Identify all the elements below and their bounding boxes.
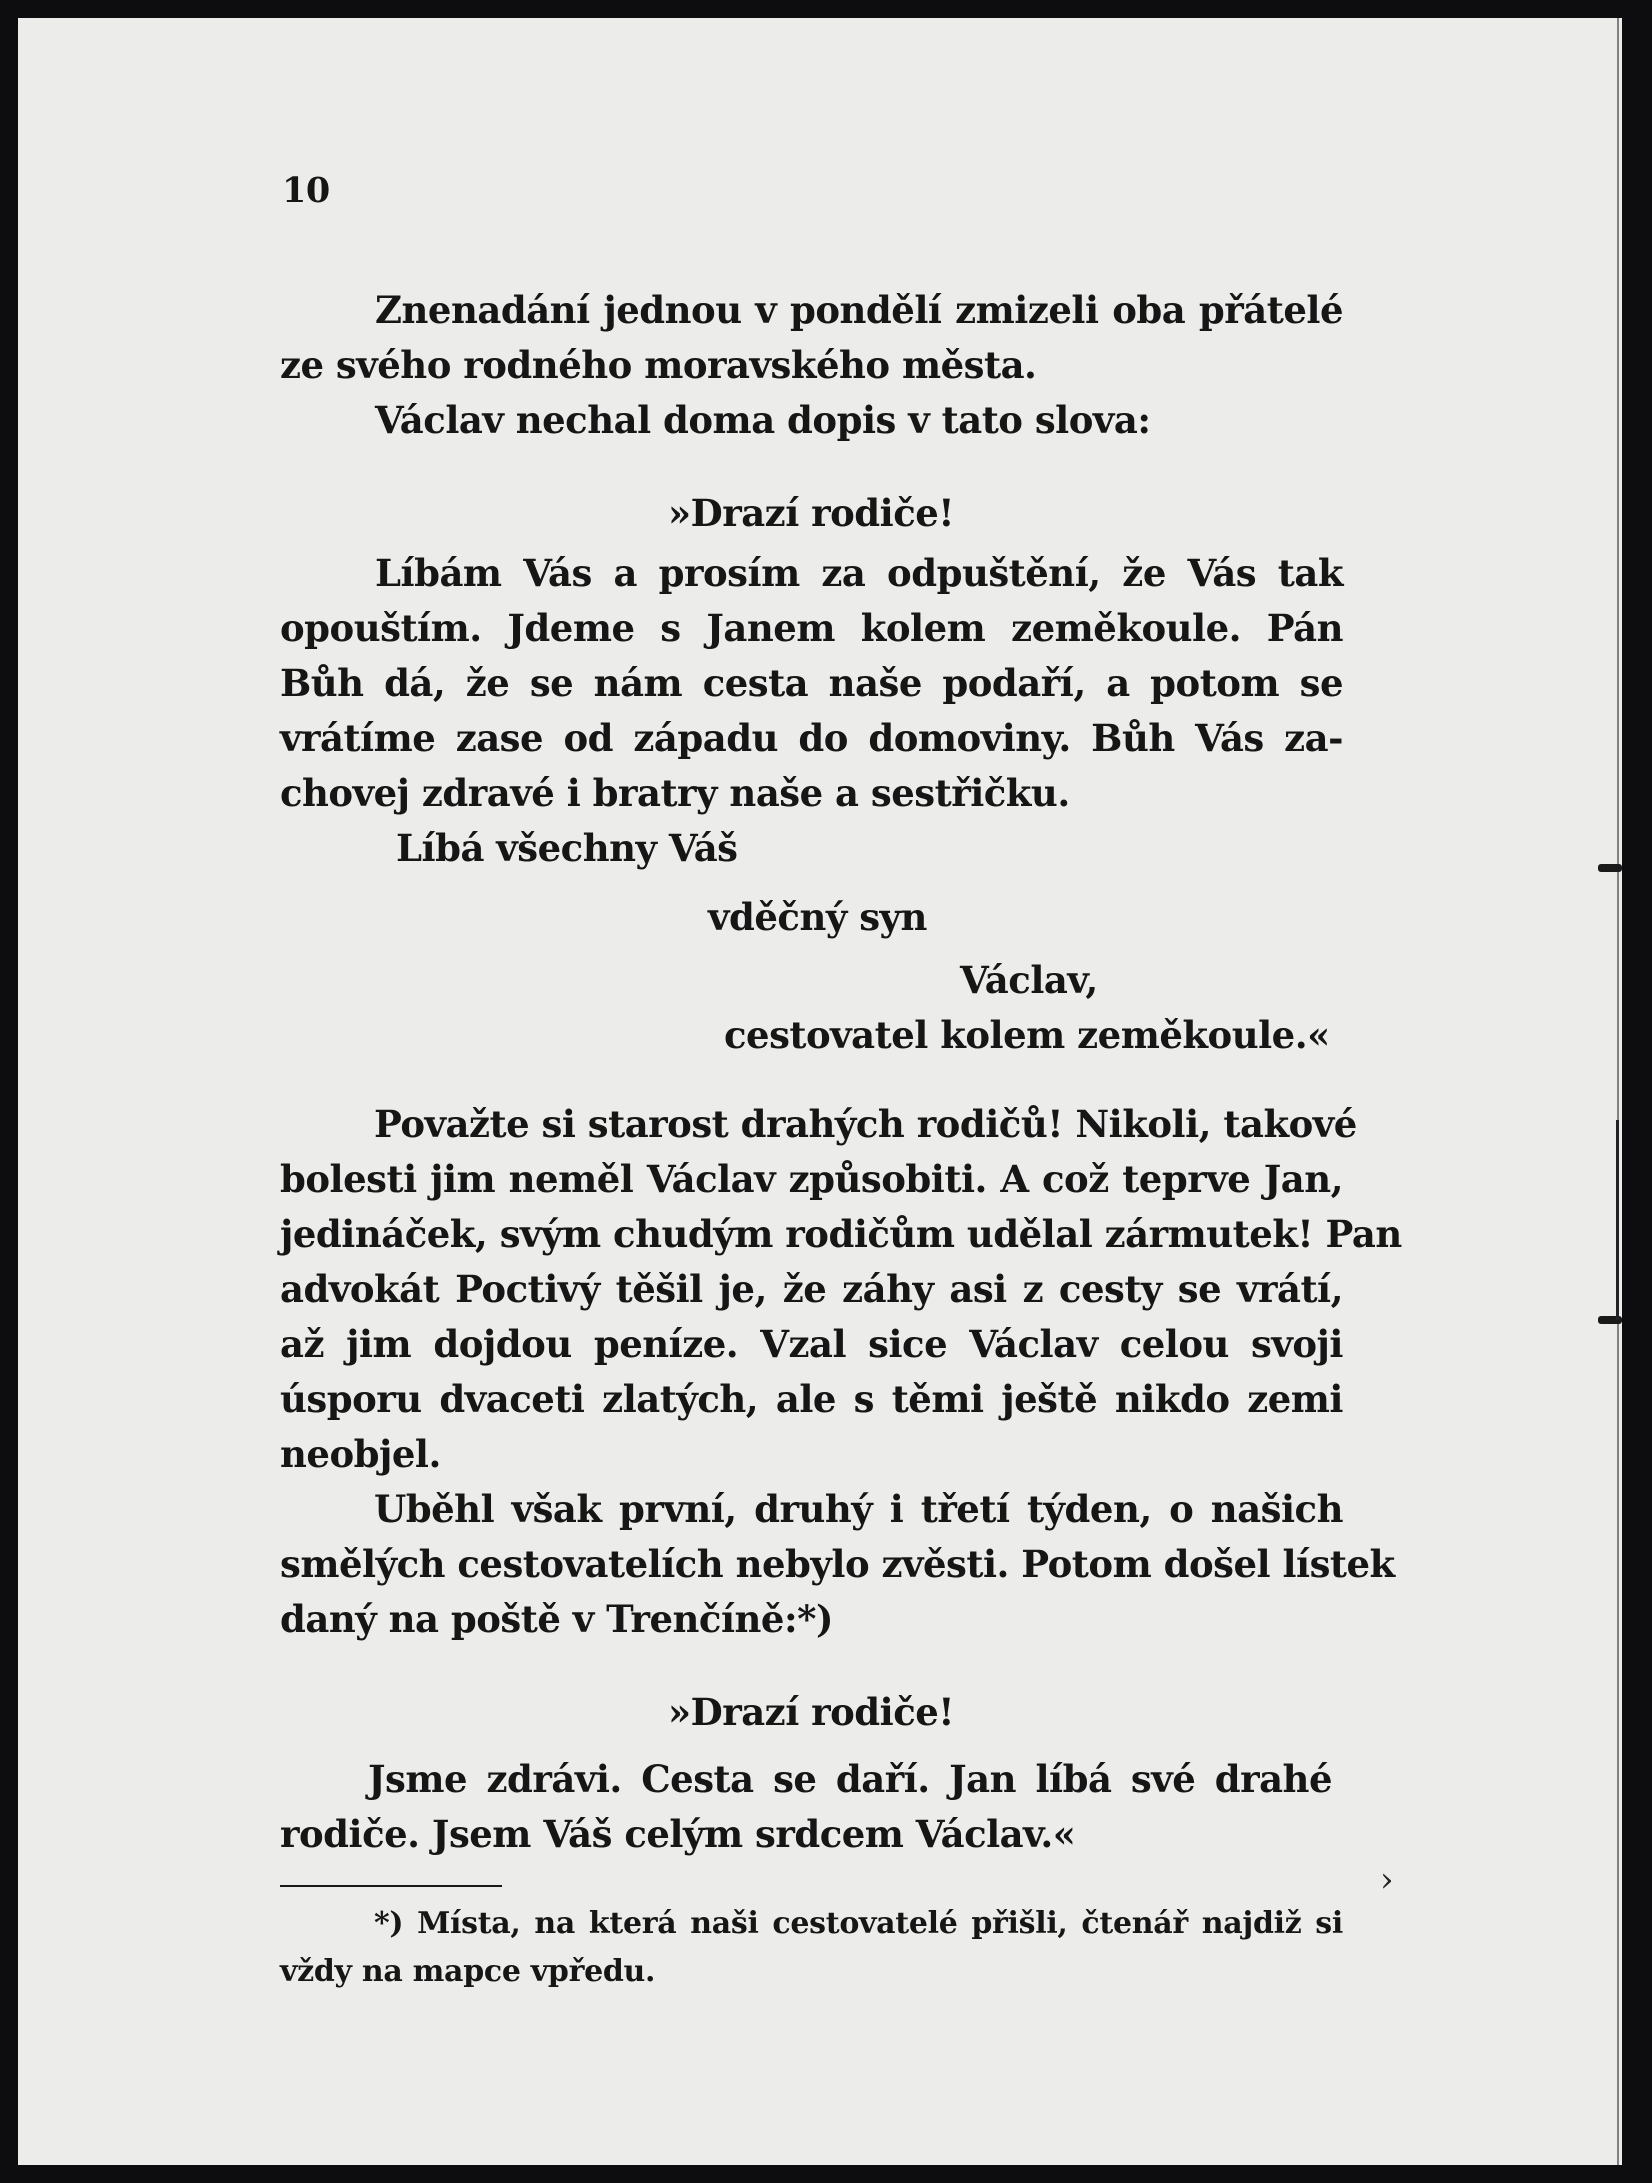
letter1-closing2: vděčný syn [708,895,927,939]
letter1-line2: opouštím. Jdeme s Janem kolem zeměkoule. Pán [280,606,1343,650]
footnote-line1: *) Místa, na která naši cestovatelé přišli, čtenář najdiž si [374,1906,1343,1941]
letter2-line2: rodiče. Jsem Váš celým srdcem Václav.« [280,1812,1076,1856]
paragraph3-line1: Uběhl však první, druhý i třetí týden, o našich [374,1487,1343,1531]
paragraph3-line3: daný na poště v Trenčíně:*) [280,1597,833,1641]
letter1-line3: Bůh dá, že se nám cesta naše podaří, a potom se [280,661,1343,705]
paragraph3-line2: smělých cestovatelích nebylo zvěsti. Potom došel lístek [280,1542,1395,1586]
paragraph2-line2: bolesti jim neměl Václav způsobiti. A což teprve Jan, [280,1157,1343,1201]
footnote-rule [280,1885,502,1887]
stray-mark: › [1380,1860,1394,1900]
paragraph2-line4: advokát Poctivý těšil je, že záhy asi z cesty se vrátí, [280,1267,1343,1311]
letter1-line1: Líbám Vás a prosím za odpuštění, že Vás tak [375,551,1343,595]
paragraph1-line2: ze svého rodného moravského města. [280,343,1037,387]
page-number: 10 [282,170,330,211]
paragraph2-line5: až jim dojdou peníze. Vzal sice Václav celou svoji [280,1322,1343,1366]
letter1-line4: vrátíme zase od západu do domoviny. Bůh Vás za- [280,716,1343,760]
page-edge-line [1617,18,1619,2165]
paragraph2-line7: neobjel. [280,1432,441,1476]
intro-line: Václav nechal doma dopis v tato slova: [375,398,1151,442]
footnote-line2: vždy na mapce vpředu. [280,1954,656,1989]
paragraph2-line6: úsporu dvaceti zlatých, ale s těmi ještě nikdo zemi [280,1377,1343,1421]
paragraph1-line1: Znenadání jednou v pondělí zmizeli oba přátelé [375,288,1343,332]
paragraph2-line1: Považte si starost drahých rodičů! Nikoli, takové [374,1102,1357,1146]
edge-clip-mark-top [1598,864,1622,872]
letter1-signature-title: cestovatel kolem zeměkoule.« [724,1013,1330,1057]
letter1-line5: chovej zdravé i bratry naše a sestřičku. [280,771,1070,815]
paragraph2-line3: jedináček, svým chudým rodičům udělal zármutek! Pan [280,1212,1402,1256]
letter2-salutation: »Drazí rodiče! [668,1690,955,1734]
letter1-signature: Václav, [960,958,1098,1002]
letter1-closing1: Líbá všechny Váš [396,826,738,870]
edge-tick [1616,1120,1619,1320]
letter2-line1: Jsme zdrávi. Cesta se daří. Jan líbá své drahé [368,1757,1332,1801]
letter1-salutation: »Drazí rodiče! [668,491,955,535]
